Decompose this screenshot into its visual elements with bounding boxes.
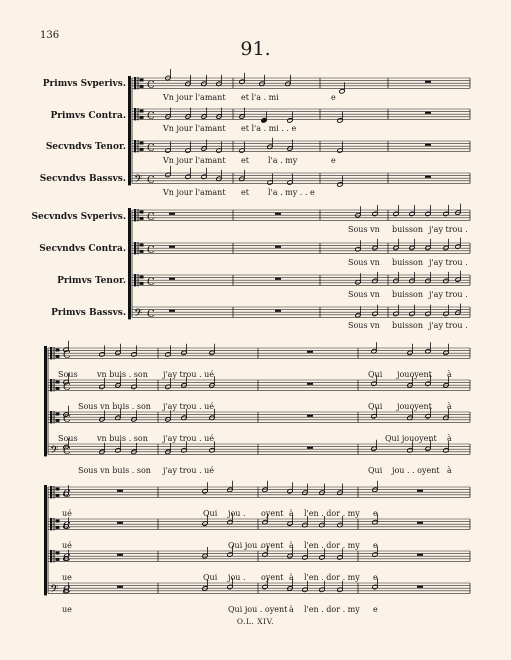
c-clef-icon [138, 140, 139, 152]
lyric: l'en . dor . my [304, 509, 360, 518]
lyric: ué [62, 509, 72, 518]
lyric: j'ay trou . [429, 225, 468, 234]
c-clef-icon [140, 276, 144, 279]
lyric: Sous vn [348, 225, 380, 234]
lyric: à [447, 434, 452, 443]
lyric: et [241, 156, 249, 165]
c-clef-icon [140, 244, 144, 247]
lyric: Vn jour l'amant [163, 156, 226, 165]
lyric: Sous vn buis . son [78, 402, 151, 411]
lyric: Qui [368, 466, 383, 475]
voice-label-secundus-bassus: Secvndvs Bassvs. [39, 174, 126, 184]
lyric: oyent [261, 509, 284, 518]
lyric: jouoyent [397, 402, 432, 411]
time-signature-icon: C [147, 244, 155, 256]
lyric: j'ay trou . ué [163, 370, 215, 379]
c-clef-icon [50, 379, 52, 391]
lyric: e [331, 156, 336, 165]
lyric: e [331, 93, 336, 102]
c-clef-icon [56, 355, 60, 358]
c-clef-icon [134, 209, 136, 221]
rest-mark [117, 554, 123, 556]
time-signature-icon: C [147, 276, 155, 288]
lyric: Vn jour l'amant [163, 93, 226, 102]
rest-mark [417, 586, 423, 588]
c-clef-icon [50, 518, 52, 530]
lyric: j'ay trou . [429, 321, 468, 330]
c-clef-icon [56, 413, 60, 416]
c-clef-icon [56, 349, 60, 352]
rest-mark [307, 383, 313, 385]
lyric: jou . [228, 509, 246, 518]
lyric: Vn jour l'amant [163, 124, 226, 133]
lyric: ué [62, 541, 72, 550]
lyric: Qui jou . oyent [228, 605, 288, 614]
lyric: j'ay trou . ué [163, 402, 215, 411]
lyric: Sous vn [348, 321, 380, 330]
c-clef-icon [56, 488, 60, 491]
c-clef-icon [54, 486, 55, 498]
time-signature-icon: C [147, 174, 155, 186]
rest-mark [417, 490, 423, 492]
rest-mark [169, 213, 175, 215]
lyric: et l'a . mi . . e [241, 124, 297, 133]
time-signature-icon: C [147, 142, 155, 154]
c-clef-icon [140, 148, 144, 151]
rest-mark [307, 447, 313, 449]
c-clef-icon [138, 274, 139, 286]
lyric: l'en . dor . my [304, 573, 360, 582]
lyric: buisson [392, 290, 424, 299]
lyric: à [447, 402, 452, 411]
system-bracket [128, 76, 131, 185]
lyric: Qui [203, 573, 218, 582]
rest-mark [169, 278, 175, 280]
c-clef-icon [54, 379, 55, 391]
c-clef-icon [56, 387, 60, 390]
c-clef-icon [140, 110, 144, 113]
c-clef-icon [140, 211, 144, 214]
time-signature-icon: C [63, 488, 71, 500]
lyric: vn buis . son [97, 370, 148, 379]
lyric: Qui [368, 402, 383, 411]
lyric: e [373, 541, 378, 550]
voice-label-secundus-tenor: Secvndvs Tenor. [45, 142, 126, 152]
lyric: e [373, 605, 378, 614]
rest-mark [275, 310, 281, 312]
c-clef-icon [140, 79, 144, 82]
c-clef-icon [56, 381, 60, 384]
lyric: e [373, 509, 378, 518]
c-clef-icon [140, 282, 144, 285]
c-clef-icon [56, 494, 60, 497]
lyric: ue [62, 573, 72, 582]
lyric: ue [62, 605, 72, 614]
lyric: buisson [392, 321, 424, 330]
bass-clef-icon: 𝄢 [50, 444, 59, 460]
c-clef-icon [140, 250, 144, 253]
c-clef-icon [138, 242, 139, 254]
time-signature-icon: C [63, 381, 71, 393]
lyric: Vn jour l'amant [163, 188, 226, 197]
lyric: l'en . dor . my [304, 605, 360, 614]
rest-mark [425, 112, 431, 114]
lyric: Qui jouoyent [385, 434, 437, 443]
rest-mark [117, 490, 123, 492]
lyric: Sous vn [348, 258, 380, 267]
lyric: jouoyent [397, 370, 432, 379]
page-number: 136 [40, 30, 60, 41]
c-clef-icon [140, 85, 144, 88]
c-clef-icon [56, 419, 60, 422]
c-clef-icon [134, 274, 136, 286]
lyric: Qui [203, 509, 218, 518]
c-clef-icon [50, 411, 52, 423]
lyric: buisson [392, 258, 424, 267]
lyric: Qui jou . [228, 541, 263, 550]
time-signature-icon: C [147, 79, 155, 91]
time-signature-icon: C [147, 211, 155, 223]
rest-mark [417, 522, 423, 524]
lyric: oyent [261, 573, 284, 582]
c-clef-icon [140, 217, 144, 220]
time-signature-icon: C [63, 445, 71, 457]
system-bracket [44, 346, 47, 456]
lyric: à [447, 466, 452, 475]
system-bracket [128, 208, 131, 319]
bass-clef-icon: 𝄢 [134, 173, 143, 189]
lyric: buisson [392, 225, 424, 234]
lyric: Sous [58, 370, 78, 379]
rest-mark [169, 310, 175, 312]
lyric: Qui [368, 370, 383, 379]
footer-publisher-mark: O.L. XIV. [236, 617, 275, 626]
time-signature-icon: C [63, 584, 71, 596]
c-clef-icon [138, 77, 139, 89]
rest-mark [275, 213, 281, 215]
rest-mark [417, 554, 423, 556]
lyric: j'ay trou . ué [163, 466, 215, 475]
bass-clef-icon: 𝄢 [134, 307, 143, 323]
c-clef-icon [140, 116, 144, 119]
lyric: Sous [58, 434, 78, 443]
lyric: Sous vn buis . son [78, 466, 151, 475]
lyric: Sous vn [348, 290, 380, 299]
c-clef-icon [50, 486, 52, 498]
voice-label-secundus-superius: Secvndvs Svperivs. [31, 212, 126, 222]
rest-mark [307, 415, 313, 417]
rest-mark [307, 351, 313, 353]
lyric: à [289, 573, 294, 582]
c-clef-icon [54, 518, 55, 530]
time-signature-icon: C [63, 349, 71, 361]
lyric: jou . [228, 573, 246, 582]
rest-mark [275, 278, 281, 280]
c-clef-icon [56, 552, 60, 555]
piece-number: 91. [240, 38, 271, 60]
lyric: j'ay trou . ué [163, 434, 215, 443]
c-clef-icon [138, 209, 139, 221]
c-clef-icon [54, 411, 55, 423]
c-clef-icon [134, 108, 136, 120]
voice-label-secundus-contra: Secvndvs Contra. [39, 244, 126, 254]
c-clef-icon [134, 140, 136, 152]
c-clef-icon [54, 550, 55, 562]
lyric: l'a . my [268, 156, 298, 165]
c-clef-icon [56, 558, 60, 561]
time-signature-icon: C [147, 308, 155, 320]
rest-mark [425, 176, 431, 178]
lyric: à [289, 541, 294, 550]
time-signature-icon: C [63, 552, 71, 564]
c-clef-icon [56, 526, 60, 529]
c-clef-icon [134, 77, 136, 89]
lyric: et l'a . mi [241, 93, 279, 102]
voice-label-primus-contra: Primvs Contra. [50, 111, 126, 121]
lyric: oyent [261, 541, 284, 550]
c-clef-icon [140, 142, 144, 145]
rest-mark [117, 522, 123, 524]
c-clef-icon [56, 520, 60, 523]
system-bracket [44, 485, 47, 595]
c-clef-icon [54, 347, 55, 359]
lyric: e [373, 573, 378, 582]
time-signature-icon: C [63, 413, 71, 425]
lyric: à [289, 509, 294, 518]
lyric: l'a . my . . e [268, 188, 315, 197]
rest-mark [275, 246, 281, 248]
rest-mark [425, 144, 431, 146]
lyric: l'en . dor . my [304, 541, 360, 550]
rest-mark [169, 246, 175, 248]
bass-clef-icon: 𝄢 [50, 583, 59, 599]
voice-label-primus-bassus: Primvs Bassvs. [51, 308, 126, 318]
voice-label-primus-tenor: Primvs Tenor. [57, 276, 126, 286]
lyric: j'ay trou . [429, 290, 468, 299]
c-clef-icon [50, 550, 52, 562]
rest-mark [117, 586, 123, 588]
lyric: jou . . oyent [392, 466, 440, 475]
c-clef-icon [134, 242, 136, 254]
time-signature-icon: C [147, 110, 155, 122]
lyric: et [241, 188, 249, 197]
time-signature-icon: C [63, 520, 71, 532]
lyric: vn buis . son [97, 434, 148, 443]
lyric: à [447, 370, 452, 379]
rest-mark [425, 81, 431, 83]
c-clef-icon [50, 347, 52, 359]
voice-label-primus-superius: Primvs Svperivs. [42, 79, 126, 89]
lyric: à [289, 605, 294, 614]
lyric: j'ay trou . [429, 258, 468, 267]
c-clef-icon [138, 108, 139, 120]
